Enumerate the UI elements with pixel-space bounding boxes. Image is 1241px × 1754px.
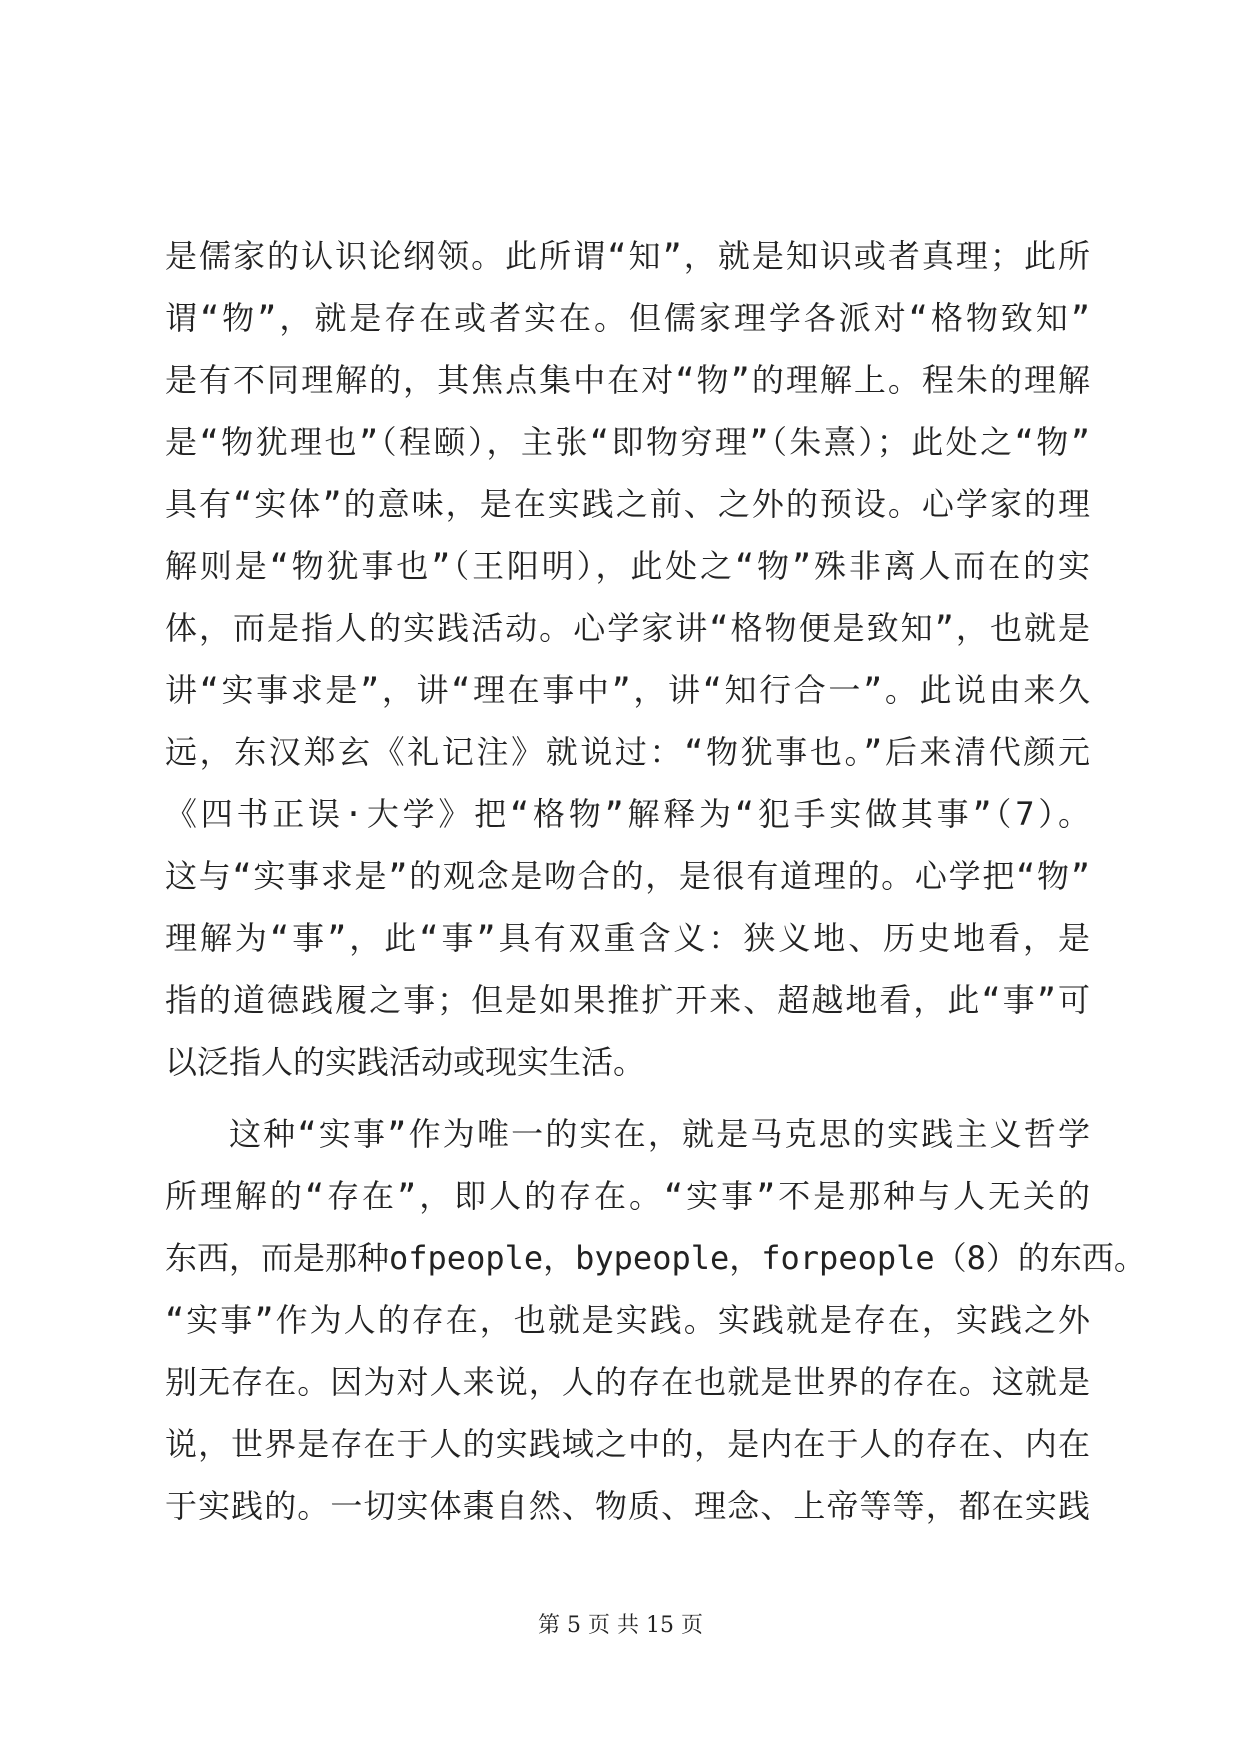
- text-line: 所理解的“存在”，即人的存在。“实事”不是那种与人无关的: [165, 1177, 1090, 1215]
- text-line: 于实践的。一切实体棗自然、物质、理念、上帝等等，都在实践: [165, 1487, 1090, 1525]
- text-line: 这种“实事”作为唯一的实在，就是马克思的实践主义哲学: [229, 1115, 1090, 1153]
- page-number: 第 5 页 共 15 页: [538, 1613, 703, 1638]
- paragraph-2: [165, 1103, 1146, 1537]
- text-line: 东西，而是那种ofpeople，bypeople，forpeople（8）的东西。: [165, 1239, 1146, 1277]
- text-line: 远，东汉郑玄《礼记注》就说过：“物犹事也。”后来清代颜元: [165, 733, 1090, 771]
- text-line: “实事”作为人的存在，也就是实践。实践就是存在，实践之外: [165, 1301, 1090, 1339]
- page-footer: [0, 1608, 1241, 1639]
- text-line: 是儒家的认识论纲领。此所谓“知”，就是知识或者真理；此所: [165, 237, 1090, 275]
- text-line: 解则是“物犹事也”（王阳明），此处之“物”殊非离人而在的实: [165, 547, 1090, 585]
- text-line: 指的道德践履之事；但是如果推扩开来、超越地看，此“事”可: [165, 981, 1090, 1019]
- body-text: [165, 225, 1146, 1537]
- text-line: 理解为“事”，此“事”具有双重含义：狭义地、历史地看，是: [165, 919, 1090, 957]
- text-line: 以泛指人的实践活动或现实生活。: [165, 1043, 646, 1081]
- paragraph-1: [165, 225, 1090, 1093]
- text-line: 体，而是指人的实践活动。心学家讲“格物便是致知”，也就是: [165, 609, 1090, 647]
- text-line: 这与“实事求是”的观念是吻合的，是很有道理的。心学把“物”: [165, 857, 1090, 895]
- text-line: 别无存在。因为对人来说，人的存在也就是世界的存在。这就是: [165, 1363, 1090, 1401]
- text-line: 《四书正误·大学》把“格物”解释为“犯手实做其事”（7）。: [165, 795, 1090, 833]
- text-line: 讲“实事求是”，讲“理在事中”，讲“知行合一”。此说由来久: [165, 671, 1090, 709]
- text-line: 具有“实体”的意味，是在实践之前、之外的预设。心学家的理: [165, 485, 1090, 523]
- text-line: 是有不同理解的，其焦点集中在对“物”的理解上。程朱的理解: [165, 361, 1090, 399]
- text-line: 说，世界是存在于人的实践域之中的，是内在于人的存在、内在: [165, 1425, 1090, 1463]
- text-line: 谓“物”，就是存在或者实在。但儒家理学各派对“格物致知”: [165, 299, 1090, 337]
- paragraph-gap: [165, 1093, 1090, 1103]
- text-line: 是“物犹理也”（程颐），主张“即物穷理”（朱熹）；此处之“物”: [165, 423, 1090, 461]
